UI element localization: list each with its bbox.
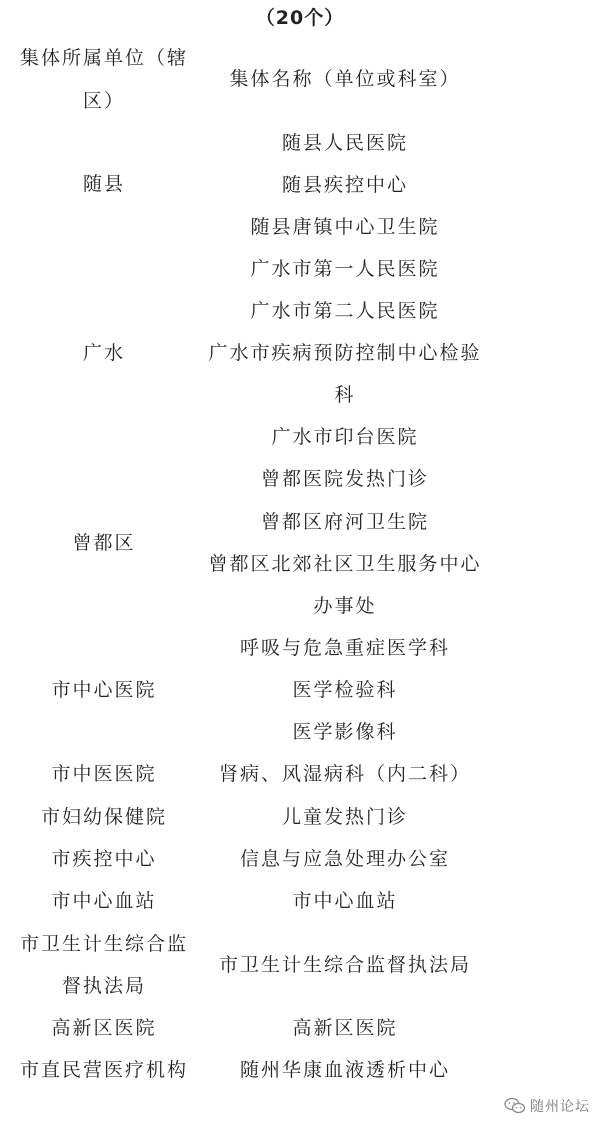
unit-blood-station: 市中心血站 — [51, 890, 157, 912]
name-item: 广水市第二人民医院 — [250, 300, 440, 322]
unit-health-supervision-line2: 督执法局 — [61, 975, 146, 997]
name-item: 市中心血站 — [292, 890, 398, 912]
name-item: 曾都区北郊社区卫生服务中心 — [208, 553, 482, 575]
wechat-icon — [504, 1097, 526, 1115]
header-unit-line1: 集体所属单位（辖 — [19, 47, 188, 69]
name-item: 广水市第一人民医院 — [250, 258, 440, 280]
name-item: 曾都区府河卫生院 — [260, 511, 429, 533]
name-item: 信息与应急处理办公室 — [239, 848, 450, 870]
name-item: 广水市疾病预防控制中心检验 — [208, 342, 482, 364]
name-item: 随县人民医院 — [281, 132, 408, 154]
name-item: 医学检验科 — [292, 679, 398, 701]
header-unit-line2: 区） — [82, 90, 125, 112]
page-title: （20个） — [255, 7, 345, 29]
name-item: 广水市印台医院 — [271, 426, 419, 448]
unit-suixian: 随县 — [82, 173, 125, 195]
unit-central-hospital: 市中心医院 — [51, 679, 157, 701]
unit-zengdu: 曾都区 — [72, 532, 136, 554]
name-item: 办事处 — [313, 595, 377, 617]
name-item: 随县唐镇中心卫生院 — [250, 216, 440, 238]
unit-tcm-hospital: 市中医医院 — [51, 763, 157, 785]
name-item: 科 — [334, 384, 356, 406]
unit-maternal-child: 市妇幼保健院 — [40, 806, 167, 828]
unit-private-medical: 市直民营医疗机构 — [19, 1059, 188, 1081]
watermark — [504, 1096, 590, 1116]
name-item: 随县疾控中心 — [281, 174, 408, 196]
watermark-text: 随州论坛 — [530, 1099, 590, 1115]
unit-guangshui: 广水 — [82, 342, 125, 364]
name-item: 医学影像科 — [292, 721, 398, 743]
name-item: 肾病、风湿病科（内二科） — [218, 763, 471, 785]
name-item: 高新区医院 — [292, 1017, 398, 1039]
unit-cdc: 市疾控中心 — [51, 848, 157, 870]
name-item: 市卫生计生综合监督执法局 — [218, 954, 471, 976]
unit-health-supervision-line1: 市卫生计生综合监 — [19, 933, 188, 955]
name-item: 随州华康血液透析中心 — [239, 1059, 450, 1081]
name-item: 呼吸与危急重症医学科 — [239, 637, 450, 659]
unit-hitech-hospital: 高新区医院 — [51, 1017, 157, 1039]
name-item: 曾都医院发热门诊 — [260, 468, 429, 490]
name-item: 儿童发热门诊 — [281, 806, 408, 828]
header-name: 集体名称（单位或科室） — [229, 68, 461, 90]
